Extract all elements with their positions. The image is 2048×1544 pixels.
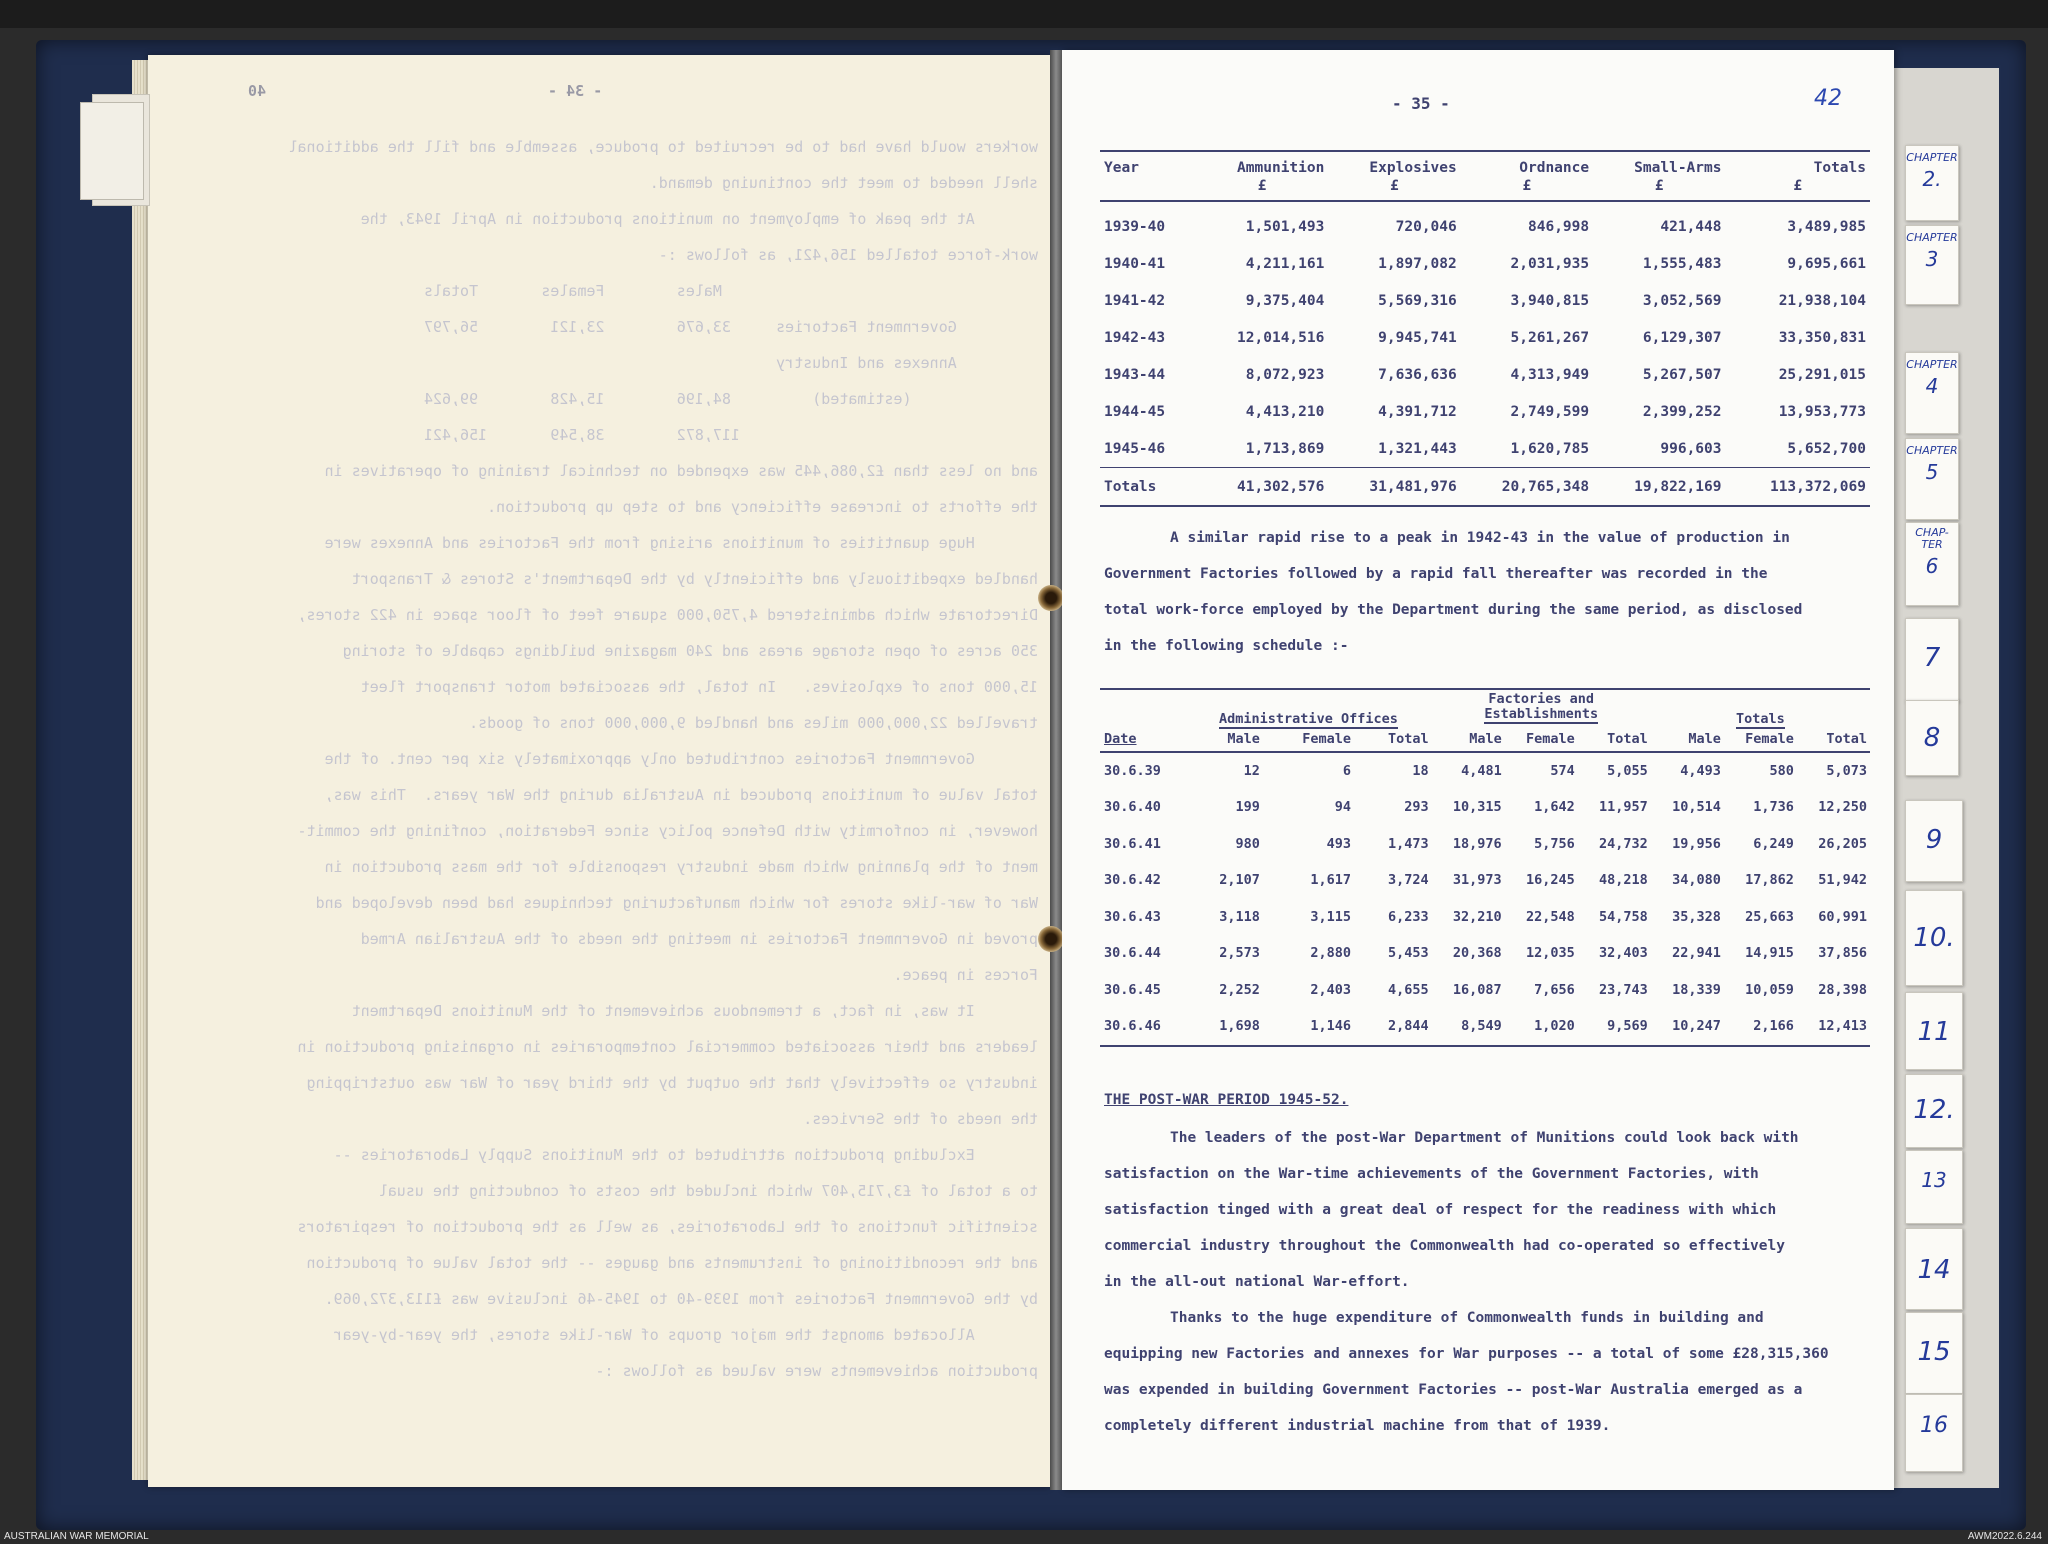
mirror-text-line: industry so effectively that the output by the third year of War was outstripping (306, 1074, 1038, 1092)
tab-number: 9 (1925, 825, 1943, 855)
divider-tab-chapter-6[interactable] (1905, 522, 1959, 606)
table-cell: 846,998 (1528, 218, 1590, 235)
tab-chapter-word: CHAPTER (1906, 358, 1958, 371)
table-cell: 33,350,831 (1778, 329, 1866, 346)
table-cell: 34,080 (1672, 872, 1721, 889)
table-row (1100, 356, 1870, 393)
left-page-folio: 40 (248, 82, 267, 100)
table-cell: 1,713,869 (1245, 440, 1325, 457)
table-cell: 48,218 (1599, 872, 1648, 889)
table-cell: 22,941 (1672, 945, 1721, 962)
tab-number: 13 (1921, 1168, 1947, 1192)
tab-number: 4 (1925, 374, 1939, 398)
mirror-text-line: by the Government Factories from 1939-40 to 1945-46 inclusive was £113,372,069. (324, 1290, 1038, 1308)
table-cell: 3,724 (1388, 872, 1429, 889)
divider-tab-11[interactable] (1905, 992, 1963, 1070)
table-row (1100, 789, 1870, 826)
totals-cell: 19,822,169 (1634, 478, 1722, 495)
mirror-text-line: and the reconditioning of instruments and gauges -- the total value of production (306, 1254, 1038, 1272)
mirror-text-line: 15,000 tons of explosives. In total, the associated motor transport fleet (360, 678, 1038, 696)
table-cell: 16,245 (1525, 872, 1575, 889)
col-header: Female (1302, 730, 1351, 747)
unit-label: £ (1793, 178, 1803, 194)
tab-number: 6 (1925, 554, 1939, 578)
divider-tab-10[interactable] (1905, 890, 1963, 986)
divider-tab-9[interactable] (1905, 800, 1963, 882)
paragraph-line: The leaders of the post-War Department of Munitions could look back with (1170, 1130, 1799, 1146)
mirror-text-line: 350 acres of open storage areas and 240 magazine buildings capable of storing (342, 642, 1038, 660)
table-cell: 2,031,935 (1510, 255, 1590, 272)
mirror-text-line: travelled 22,000,000 miles and handled 9,000,000 tons of goods. (469, 714, 1038, 732)
divider-tab-14[interactable] (1905, 1228, 1963, 1310)
tab-chapter-word-part1: CHAP- (1915, 526, 1949, 539)
table-cell: 9,375,404 (1245, 292, 1325, 309)
table-cell: 30.6.44 (1104, 945, 1161, 962)
mirror-text-line: to a total of £3,715,407 which included the costs of conducting the usual (378, 1182, 1038, 1200)
table-cell: 9,569 (1607, 1018, 1648, 1035)
table-cell: 1,555,483 (1642, 255, 1722, 272)
table-cell: 12,413 (1818, 1018, 1867, 1035)
table-row (1100, 972, 1870, 1009)
table-row (1100, 430, 1870, 468)
totals-cell: Totals (1104, 478, 1157, 495)
col-year: Year (1104, 160, 1139, 176)
tab-number: 7 (1923, 643, 1941, 673)
tab-number: 10. (1913, 923, 1955, 953)
tab-number: 14 (1917, 1255, 1951, 1285)
mirror-text-line: Allocated amongst the major groups of War-like stores, the year-by-year (333, 1326, 1038, 1344)
divider-tab-16[interactable] (1905, 1394, 1963, 1472)
mirror-text-line: Government Factories contributed only approximately six per cent. of the (324, 750, 1038, 768)
table-cell: 720,046 (1395, 218, 1457, 235)
paragraph-line: was expended in building Government Factories -- post-War Australia emerged as a (1104, 1382, 1803, 1398)
mirror-text-line: Directorate which administered 4,750,000 square feet of floor space in 422 stores, (297, 606, 1038, 624)
table-cell: 35,328 (1672, 908, 1721, 925)
mirror-text-line: proved in Government Factories in meeting the needs of the Australian Armed (360, 930, 1038, 948)
tab-chapter-word: CHAPTER (1906, 444, 1958, 457)
divider-tab-13[interactable] (1905, 1150, 1963, 1224)
table-cell: 2,252 (1219, 981, 1260, 998)
unit-label: £ (1390, 178, 1399, 194)
mirror-text-line: 117,872 38,549 156,421 (423, 426, 1038, 444)
table-cell: 18,339 (1672, 981, 1721, 998)
table-cell: 3,940,815 (1510, 292, 1590, 309)
table-cell: 1,146 (1310, 1018, 1351, 1035)
mirror-text-line: (estimated) 84,196 15,428 99,624 (423, 390, 1038, 408)
table-row (1100, 935, 1870, 972)
table-cell: 1,473 (1388, 835, 1429, 852)
table-cell: 10,247 (1672, 1018, 1721, 1035)
table-cell: 1,620,785 (1510, 440, 1590, 457)
totals-cell: 41,302,576 (1237, 478, 1325, 495)
table-cell: 32,210 (1452, 908, 1502, 925)
table-cell: 12,014,516 (1237, 329, 1325, 346)
mirror-text-line: handled expeditiously and efficiently by the Department's Stores & Transport (351, 570, 1038, 588)
tab-chapter-word-part2: TER (1921, 538, 1943, 551)
table-cell: 24,732 (1599, 835, 1648, 852)
paragraph-3 (1104, 1300, 1864, 1444)
table-cell: 4,313,949 (1510, 366, 1590, 383)
totals-cell: 31,481,976 (1369, 478, 1457, 495)
divider-tab-12[interactable] (1905, 1074, 1963, 1148)
paragraph-line: in the all-out national War-effort. (1104, 1274, 1410, 1290)
employment-header-row (1100, 727, 1870, 752)
totals-cell: 20,765,348 (1501, 478, 1590, 495)
table-cell: 2,107 (1219, 872, 1260, 889)
table-cell: 22,548 (1525, 908, 1575, 925)
table-cell: 3,115 (1310, 908, 1351, 925)
mirror-text-line: and no less than £2,086,445 was expended on technical training of operatives in (324, 462, 1038, 480)
table-cell: 2,399,252 (1642, 403, 1722, 420)
table-cell: 18 (1412, 762, 1429, 779)
table-cell: 1941-42 (1104, 292, 1166, 309)
paragraph-line: completely different industrial machine from that of 1939. (1104, 1418, 1611, 1434)
table-cell: 199 (1235, 799, 1260, 816)
table-cell: 1,617 (1310, 872, 1351, 889)
paragraph-line: Thanks to the huge expenditure of Commonwealth funds in building and (1170, 1310, 1764, 1326)
tab-chapter-word: CHAPTER (1906, 231, 1958, 244)
left-page-mirror-text (158, 129, 1038, 1389)
top-bar (0, 0, 2048, 28)
divider-tab-chapter-4[interactable] (1905, 352, 1959, 434)
table-cell: 30.6.45 (1104, 981, 1161, 998)
mirror-text-line: work-force totalled 156,421, as follows :- (658, 246, 1038, 264)
mirror-text-line: Forces in peace. (893, 966, 1038, 984)
mirror-text-line: however, in conformity with Defence policy since Federation, confining the commit- (297, 822, 1038, 840)
table-cell: 493 (1326, 835, 1351, 852)
table-cell: 23,743 (1599, 981, 1648, 998)
table-cell: 1945-46 (1104, 440, 1166, 457)
mirror-text-line: Huge quantities of munitions arising from the Factories and Annexes were (324, 534, 1038, 552)
col-header: Male (1227, 730, 1260, 747)
table-cell: 1,736 (1753, 799, 1794, 816)
group-admin-offices: Administrative Offices (1219, 710, 1398, 727)
table-row (1100, 245, 1870, 282)
table-cell: 2,749,599 (1510, 403, 1590, 420)
table-cell: 2,844 (1388, 1018, 1429, 1035)
left-page-number: - 34 - (548, 82, 603, 100)
group-totals: Totals (1736, 710, 1785, 727)
table-cell: 580 (1769, 762, 1794, 779)
table-cell: 54,758 (1599, 908, 1648, 925)
right-page-number: - 35 - (1392, 94, 1450, 113)
table-cell: 4,391,712 (1378, 403, 1457, 420)
tab-number: 12. (1913, 1095, 1955, 1125)
table-cell: 2,573 (1219, 945, 1260, 962)
table-row (1100, 282, 1870, 319)
table-cell: 4,493 (1680, 762, 1721, 779)
table-cell: 30.6.40 (1104, 799, 1161, 816)
col-small-arms: Small-Arms (1634, 160, 1722, 176)
table-row (1100, 899, 1870, 936)
tab-number: 16 (1920, 1413, 1948, 1438)
employment-table (1100, 688, 1870, 1047)
table-cell: 5,756 (1534, 835, 1575, 852)
table-cell: 16,087 (1452, 981, 1502, 998)
right-page-folio: 42 (1814, 86, 1842, 111)
divider-tab-chapter-5[interactable] (1905, 438, 1959, 520)
mirror-text-line: the needs of the Services. (803, 1110, 1038, 1128)
divider-tab-15[interactable] (1905, 1312, 1963, 1394)
paragraph-line: commercial industry throughout the Commonwealth had co-operated so effectively (1104, 1238, 1785, 1254)
table-cell: 30.6.39 (1104, 762, 1161, 779)
table-cell: 1,698 (1219, 1018, 1260, 1035)
table-cell: 30.6.46 (1104, 1018, 1161, 1035)
mirror-text-line: War of war-like stores for which manufacturing techniques had been developed and (315, 894, 1038, 912)
divider-tab-chapter-3[interactable] (1905, 225, 1959, 305)
table-cell: 5,073 (1826, 762, 1867, 779)
mirror-text-line: Males Females Totals (423, 282, 1038, 300)
table-cell: 293 (1404, 799, 1429, 816)
table-cell: 30.6.41 (1104, 835, 1161, 852)
paragraph-line: A similar rapid rise to a peak in 1942-43 in the value of production in (1170, 530, 1790, 546)
table-cell: 8,072,923 (1245, 366, 1325, 383)
table-cell: 5,453 (1388, 945, 1429, 962)
employment-table-body (1100, 752, 1870, 1046)
table-cell: 37,856 (1818, 945, 1867, 962)
table-cell: 3,118 (1219, 908, 1260, 925)
table-cell: 51,942 (1818, 872, 1867, 889)
table-cell: 7,656 (1534, 981, 1575, 998)
left-page (148, 55, 1050, 1487)
col-header: Total (1826, 730, 1867, 747)
table-cell: 17,862 (1745, 872, 1794, 889)
table-cell: 28,398 (1818, 981, 1867, 998)
table-cell: 32,403 (1599, 945, 1648, 962)
table-cell: 3,052,569 (1642, 292, 1722, 309)
paragraph-1 (1104, 520, 1864, 664)
table-row (1100, 393, 1870, 430)
table-cell: 2,166 (1753, 1018, 1794, 1035)
table-cell: 10,514 (1672, 799, 1721, 816)
binder-gutter (1050, 50, 1062, 1490)
binder-ring-lower (1038, 926, 1064, 952)
table-cell: 4,211,161 (1245, 255, 1325, 272)
table-cell: 1,501,493 (1245, 218, 1325, 235)
binder-ring-upper (1038, 585, 1064, 611)
left-page-tab (80, 102, 144, 200)
table-cell: 31,973 (1452, 872, 1502, 889)
table-cell: 26,205 (1818, 835, 1867, 852)
table-cell: 20,368 (1452, 945, 1502, 962)
col-header: Male (1469, 730, 1502, 747)
table-cell: 7,636,636 (1378, 366, 1457, 383)
divider-tab-chapter-2[interactable] (1905, 145, 1959, 221)
table-cell: 6,249 (1753, 835, 1794, 852)
table-cell: 25,291,015 (1778, 366, 1866, 383)
table-cell: 1,897,082 (1378, 255, 1457, 272)
col-date: Date (1104, 730, 1137, 747)
mirror-text-line: shell needed to meet the continuing demand. (649, 174, 1038, 192)
table-cell: 980 (1235, 835, 1260, 852)
table-cell: 5,569,316 (1378, 292, 1457, 309)
table-cell: 996,603 (1660, 440, 1722, 457)
table-cell: 1943-44 (1104, 366, 1166, 383)
table-cell: 2,403 (1310, 981, 1351, 998)
paragraph-line: satisfaction tinged with a great deal of respect for the readiness with which (1104, 1202, 1777, 1218)
tab-number: 3 (1925, 247, 1939, 271)
paragraph-2 (1104, 1120, 1864, 1300)
col-header: Male (1688, 730, 1721, 747)
table-row (1100, 201, 1870, 245)
totals-cell: 113,372,069 (1769, 478, 1866, 495)
table-cell: 13,953,773 (1778, 403, 1866, 420)
paragraph-line: satisfaction on the War-time achievements of the Government Factories, with (1104, 1166, 1759, 1182)
section-heading: THE POST-WAR PERIOD 1945-52. (1104, 1092, 1349, 1108)
mirror-text-line: Government Factories 33,676 23,121 56,797 (423, 318, 1038, 336)
mirror-text-line: scientific functions of the Laboratories, as well as the production of respirators (297, 1218, 1038, 1236)
table-cell: 6,233 (1388, 908, 1429, 925)
table-cell: 4,481 (1461, 762, 1502, 779)
table-cell: 421,448 (1660, 218, 1722, 235)
totals-row (1100, 468, 1870, 507)
table-cell: 94 (1334, 799, 1351, 816)
table-cell: 19,956 (1672, 835, 1721, 852)
table-cell: 18,976 (1452, 835, 1502, 852)
table-cell: 9,945,741 (1378, 329, 1457, 346)
col-ammunition: Ammunition (1237, 160, 1325, 176)
paragraph-line: Government Factories followed by a rapid fall thereafter was recorded in the (1104, 566, 1768, 582)
mirror-text-line: workers would have had to be recruited to produce, assemble and fill the additional (288, 138, 1038, 156)
group-factories-line2: Establishments (1484, 706, 1599, 723)
table-cell: 6,129,307 (1642, 329, 1722, 346)
col-header: Female (1525, 730, 1575, 747)
paragraph-line: total work-force employed by the Department during the same period, as disclosed (1104, 602, 1803, 618)
table-cell: 1944-45 (1104, 403, 1166, 420)
table-cell: 4,655 (1388, 981, 1429, 998)
tab-number: 11 (1917, 1017, 1951, 1047)
table-cell: 11,957 (1599, 799, 1648, 816)
table-row (1100, 1008, 1870, 1046)
divider-tab-8[interactable] (1905, 700, 1959, 776)
mirror-text-line: leaders and their associated commercial contemporaries in organising production in (297, 1038, 1038, 1056)
col-header: Female (1745, 730, 1794, 747)
col-header: Total (1607, 730, 1648, 747)
mirror-text-line: the efforts to increase efficiency and to step up production. (487, 498, 1038, 516)
table-cell: 574 (1550, 762, 1575, 779)
table-cell: 10,059 (1745, 981, 1794, 998)
table-cell: 30.6.43 (1104, 908, 1161, 925)
table-cell: 60,991 (1818, 908, 1867, 925)
paragraph-line: in the following schedule :- (1104, 638, 1349, 654)
tab-number: 2. (1922, 167, 1942, 191)
table-cell: 12,035 (1525, 945, 1575, 962)
mirror-text-line: Annexes and Industry (776, 354, 1038, 372)
table-cell: 2,880 (1310, 945, 1351, 962)
table-cell: 1,321,443 (1378, 440, 1457, 457)
tab-number: 15 (1917, 1337, 1951, 1367)
tab-number: 5 (1925, 460, 1939, 484)
paragraph-line: equipping new Factories and annexes for War purposes -- a total of some £28,315,360 (1104, 1346, 1829, 1362)
mirror-text-line: ment of the planning which made industry responsible for the mass production in (324, 858, 1038, 876)
unit-label: £ (1257, 178, 1267, 194)
table-cell: 12 (1243, 762, 1260, 779)
unit-label: £ (1654, 178, 1664, 194)
col-ordnance: Ordnance (1519, 160, 1590, 176)
table-row (1100, 752, 1870, 790)
mirror-text-line: Excluding production attributed to the Munitions Supply Laboratories -- (333, 1146, 1038, 1164)
table-cell: 3,489,985 (1787, 218, 1866, 235)
table-cell: 1942-43 (1104, 329, 1166, 346)
divider-tab-7[interactable] (1905, 618, 1959, 702)
table-cell: 5,261,267 (1510, 329, 1590, 346)
mirror-text-line: It was, in fact, a tremendous achievement of the Munitions Department (351, 1002, 1038, 1020)
table-cell: 1,642 (1534, 799, 1575, 816)
production-table (1100, 150, 1870, 507)
table-cell: 10,315 (1452, 799, 1502, 816)
footer-right: AWM2022.6.244 (1967, 1531, 2042, 1542)
table-cell: 1,020 (1534, 1018, 1575, 1035)
mirror-text-line: At the peak of employment on munitions production in April 1943, the (360, 210, 1038, 228)
table-cell: 12,250 (1818, 799, 1867, 816)
table-row (1100, 826, 1870, 863)
table-cell: 4,413,210 (1245, 403, 1325, 420)
table-cell: 14,915 (1745, 945, 1794, 962)
table-cell: 9,695,661 (1787, 255, 1866, 272)
table-row (1100, 862, 1870, 899)
table-cell: 5,652,700 (1787, 440, 1866, 457)
col-header: Total (1388, 730, 1429, 747)
col-explosives: Explosives (1369, 160, 1457, 176)
mirror-text-line: total value of munitions produced in Australia during the War years. This was, (324, 786, 1038, 804)
table-cell: 6 (1342, 762, 1351, 779)
mirror-text-line: production achievements were valued as follows :- (595, 1362, 1038, 1380)
table-cell: 5,267,507 (1642, 366, 1722, 383)
table-cell: 30.6.42 (1104, 872, 1161, 889)
table-cell: 8,549 (1461, 1018, 1502, 1035)
group-factories-line1: Factories and (1488, 691, 1595, 708)
col-totals: Totals (1813, 160, 1866, 176)
table-cell: 21,938,104 (1778, 292, 1866, 309)
tab-chapter-word: CHAPTER (1906, 151, 1958, 164)
table-cell: 1939-40 (1104, 218, 1166, 235)
table-cell: 1940-41 (1104, 255, 1166, 272)
tab-number: 8 (1923, 723, 1941, 753)
table-cell: 25,663 (1745, 908, 1794, 925)
footer-left: AUSTRALIAN WAR MEMORIAL (4, 1531, 149, 1542)
table-row (1100, 319, 1870, 356)
production-table-body (1100, 201, 1870, 506)
unit-label: £ (1522, 178, 1532, 194)
table-cell: 5,055 (1607, 762, 1648, 779)
